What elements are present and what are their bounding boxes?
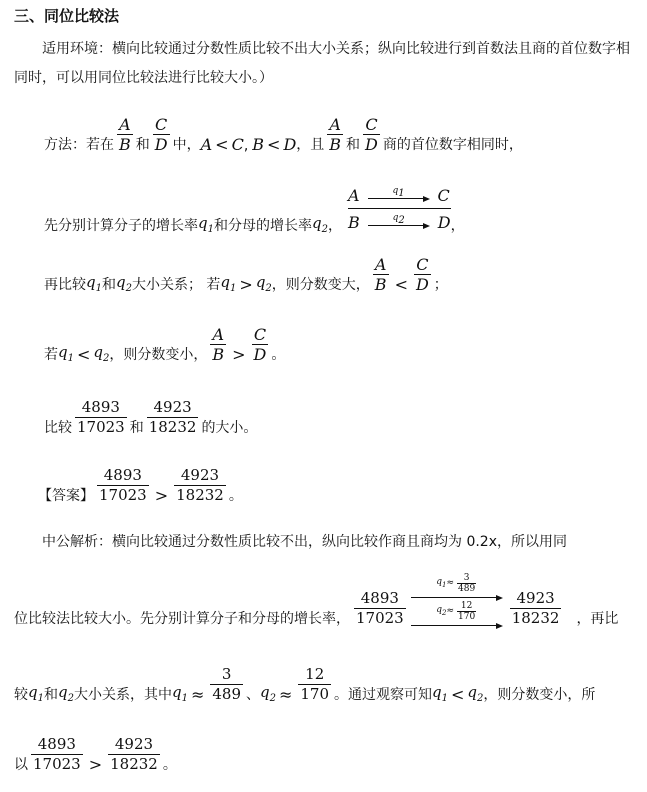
greater-than-symbol: > bbox=[154, 486, 169, 505]
fraction-4923-18232: $\frac{4923}{18232}$ bbox=[148, 398, 197, 436]
q1-symbol: $q_1$ bbox=[86, 273, 102, 294]
q2-symbol: $q_2$ bbox=[467, 683, 484, 704]
fraction-c-over-d: $\frac{C}{D}$ bbox=[154, 115, 168, 154]
fraction-4923-18232: $\frac{4923}{18232}$ bbox=[176, 466, 224, 504]
method-mid-text: 中， bbox=[172, 137, 201, 153]
and-text: 和 bbox=[346, 137, 361, 153]
and-also-text: ，且 bbox=[296, 137, 325, 153]
q1-symbol: $q_1$ bbox=[28, 683, 44, 704]
section-heading: 三、同位比较法 bbox=[14, 7, 120, 25]
var-b: B bbox=[252, 135, 265, 154]
greater-than-symbol: > bbox=[232, 345, 246, 364]
less-than-symbol: < bbox=[394, 275, 408, 294]
answer-line: 【答案】 $\frac{4893}{17023}$ > $\frac{4923}{18232}$ 。 bbox=[38, 466, 243, 505]
fraction-4923-18232: $\frac{4923}{18232}$ bbox=[110, 735, 158, 773]
and-text: 和 bbox=[135, 137, 150, 153]
step2-line: 再比较 $q_1$ 和 $q_2$ 大小关系； 若 $q_1$ > $q_2$ ，则分数变大， $\frac{A}{B}$ < $\frac{C}{D}$ ； bbox=[44, 255, 448, 294]
var-d: D bbox=[283, 135, 297, 154]
fraction-c-over-d: $\frac{C}{D}$ bbox=[253, 325, 267, 364]
q1-symbol: $q_1$ bbox=[432, 683, 449, 704]
greater-than-symbol: > bbox=[88, 755, 103, 774]
method-line: 方法：若在 $\frac{A}{B}$ 和 $\frac{C}{D}$ 中， A < C , B < D ，且 $\frac{A}{B}$ 和 $\frac{C}{D}$ 商的首位数字相同时， bbox=[44, 115, 523, 154]
q1-symbol: $q_1$ bbox=[171, 683, 188, 704]
q2-symbol: $q_2$ bbox=[57, 683, 74, 704]
analysis-paragraph: 中公解析：横向比较通过分数性质比较不出，纵向比较作商且商均为 0.2x，所以用同 bbox=[42, 534, 567, 550]
fraction-4893-17023: $\frac{4893}{17023}$ bbox=[77, 398, 125, 436]
analysis-line-3: 较 $q_1$ 和 $q_2$ 大小关系，其中 $q_1$ ≈ $\frac{3}{489}$ 、 $q_2$ ≈ $\frac{12}{170}$ 。通过观察可知 $q_1$ < $q_2$ ，则分数变小，所 bbox=[14, 665, 596, 704]
fraction-12-170: $\frac{12}{170}$ bbox=[300, 665, 330, 703]
method-lead-text: 方法：若在 bbox=[44, 137, 114, 153]
q2-symbol: $q_2$ bbox=[255, 273, 272, 294]
fraction-c-over-d: $\frac{C}{D}$ bbox=[415, 255, 429, 294]
q1-symbol: $q_1$ bbox=[220, 273, 237, 294]
analysis-line-2: 位比较法比较大小。先分别计算分子和分母的增长率， $\frac{4893}{17023}$ $q_1$ ≈ $\frac{3}{489}$ $q_2$ ≈ $\frac{12}{170}$ $\frac{4923}{18232}$ ，再比 bbox=[14, 572, 619, 627]
step1-text-a: 先分别计算分子的增长率 bbox=[44, 218, 198, 234]
answer-label: 【答案】 bbox=[38, 488, 94, 504]
q2-symbol: $q_2$ bbox=[311, 214, 328, 235]
q2-symbol: $q_2$ bbox=[93, 343, 110, 364]
fraction-a-over-b: $\frac{A}{B}$ bbox=[212, 325, 225, 364]
fraction-4893-17023: $\frac{4893}{17023}$ bbox=[33, 735, 81, 773]
q1-symbol: $q_1$ bbox=[58, 343, 74, 364]
fraction-c-over-d: $\frac{C}{D}$ bbox=[365, 115, 378, 154]
q2-symbol: $q_2$ bbox=[260, 683, 276, 704]
fraction-a-over-b: $\frac{A}{B}$ bbox=[329, 115, 342, 154]
fraction-4893-17023: $\frac{4893}{17023}$ bbox=[356, 589, 404, 627]
question-line: 比较 $\frac{4893}{17023}$ 和 $\frac{4923}{18232}$ 的大小。 bbox=[44, 398, 258, 436]
fraction-3-489: $\frac{3}{489}$ bbox=[212, 665, 241, 703]
analysis-line-4: 以 $\frac{4893}{17023}$ > $\frac{4923}{18232}$ 。 bbox=[14, 735, 177, 774]
greater-than-symbol: > bbox=[239, 275, 253, 294]
fraction-a-over-b: $\frac{A}{B}$ bbox=[374, 255, 387, 294]
method-tail-text: 商的首位数字相同时， bbox=[382, 137, 523, 153]
growth-arrow-diagram: A $q_1$ C B $q_2$ D bbox=[348, 182, 451, 235]
var-c: C bbox=[231, 135, 244, 154]
less-than-symbol: < bbox=[215, 135, 229, 154]
q1-symbol: $q_1$ bbox=[198, 214, 214, 235]
step3-line: 若 $q_1$ < $q_2$ ，则分数变小， $\frac{A}{B}$ > $\frac{C}{D}$ 。 bbox=[44, 325, 286, 364]
fraction-a-over-b: $\frac{A}{B}$ bbox=[119, 115, 131, 154]
fraction-4923-18232: $\frac{4923}{18232}$ bbox=[511, 589, 560, 627]
step1-line: 先分别计算分子的增长率 $q_1$ 和分母的增长率 $q_2$ ， A $q_1$ C B $q_2$ D ， bbox=[44, 182, 465, 235]
step1-text-b: 和分母的增长率 bbox=[213, 218, 312, 234]
q2-symbol: $q_2$ bbox=[115, 273, 132, 294]
less-than-symbol: < bbox=[267, 135, 281, 154]
applicability-paragraph: 适用环境：横向比较通过分数性质比较不出大小关系；纵向比较进行到首数法且商的首位数字相同时，可以用同位比较法进行比较大小。） bbox=[14, 41, 630, 86]
less-than-symbol: < bbox=[76, 345, 91, 364]
fraction-4893-17023: $\frac{4893}{17023}$ bbox=[99, 466, 147, 504]
growth-arrow-diagram-numeric: $q_1$ ≈ $\frac{3}{489}$ $q_2$ ≈ $\frac{12}{170}$ bbox=[411, 572, 505, 628]
var-a: A bbox=[200, 135, 213, 154]
